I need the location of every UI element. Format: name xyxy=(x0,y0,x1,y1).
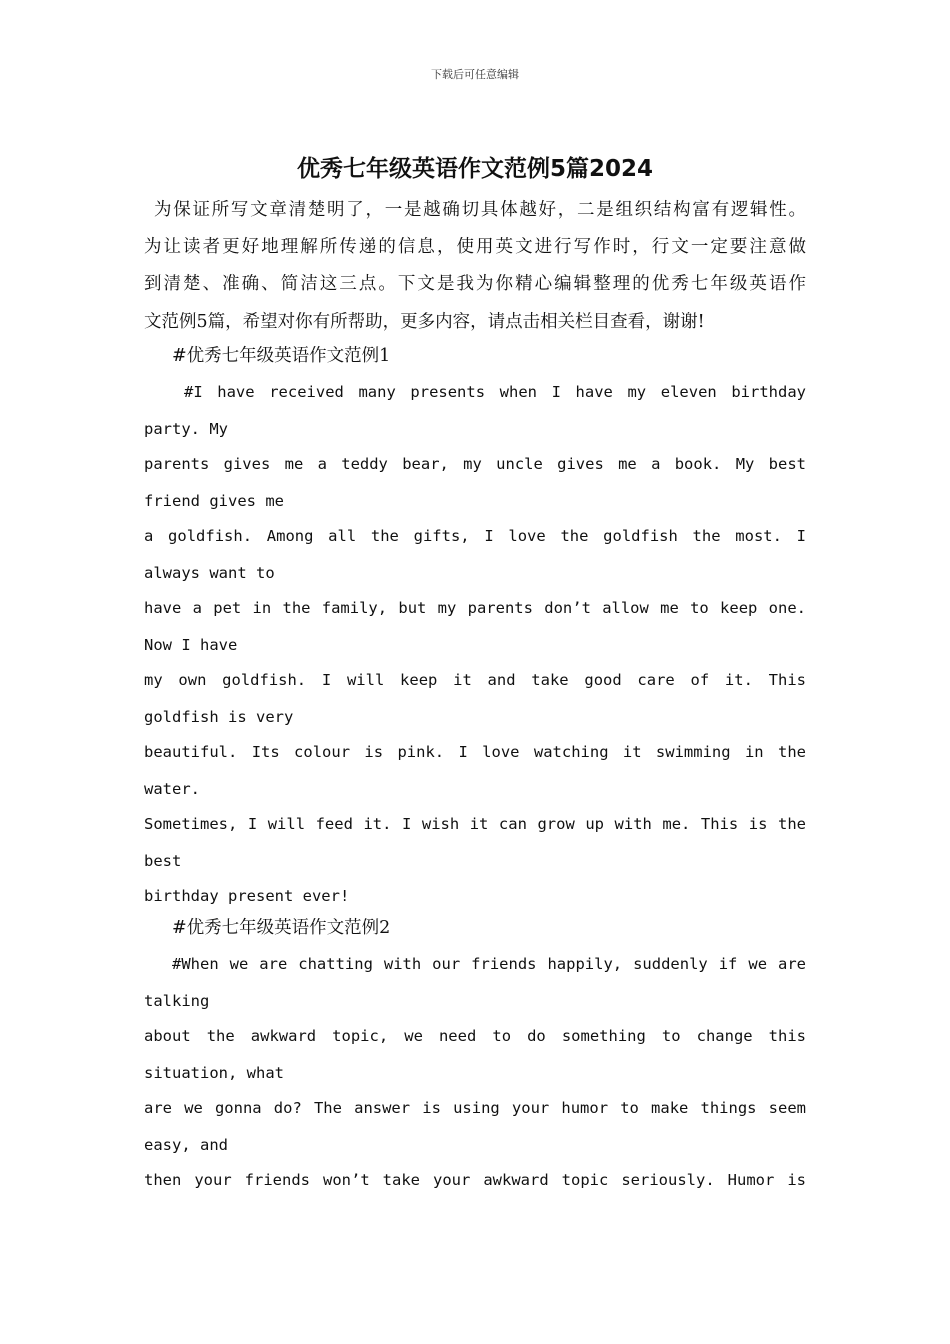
section-heading: #优秀七年级英语作文范例2 xyxy=(172,918,391,938)
essay-line: goldfish is very xyxy=(144,708,294,726)
essay-line: are we gonna do? The answer is using your humor to make things seem xyxy=(144,1099,806,1117)
section-heading: #优秀七年级英语作文范例1 xyxy=(172,346,391,366)
essay-line: talking xyxy=(144,992,210,1010)
essay-line: always want to xyxy=(144,564,275,582)
essay-line: a goldfish. Among all the gifts, I love the goldfish the most. I xyxy=(144,527,806,545)
essay-line: have a pet in the family, but my parents don’t allow me to keep one. xyxy=(144,599,806,617)
essay-line: Now I have xyxy=(144,636,238,654)
essay-line: easy, and xyxy=(144,1136,228,1154)
essay-line: about the awkward topic, we need to do something to change this xyxy=(144,1027,806,1045)
essay-line: parents gives me a teddy bear, my uncle gives me a book. My best xyxy=(144,455,806,473)
intro-line: 为保证所写文章清楚明了，一是越确切具体越好，二是组织结构富有逻辑性。 xyxy=(154,200,806,220)
essay-line: Sometimes, I will feed it. I wish it can grow up with me. This is the xyxy=(144,815,806,833)
document-title: 优秀七年级英语作文范例5篇2024 xyxy=(296,156,654,182)
page-header-note: 下载后可任意编辑 xyxy=(431,68,519,81)
essay-line: party. My xyxy=(144,420,228,438)
essay-line: then your friends won’t take your awkward topic seriously. Humor is xyxy=(144,1171,806,1189)
essay-line: #I have received many presents when I have my eleven birthday xyxy=(184,383,806,401)
intro-line: 为让读者更好地理解所传递的信息，使用英文进行写作时，行文一定要注意做 xyxy=(144,237,806,257)
essay-line: best xyxy=(144,852,182,870)
essay-line: water. xyxy=(144,780,200,798)
essay-line: #When we are chatting with our friends happily, suddenly if we are xyxy=(172,955,806,973)
essay-line: situation, what xyxy=(144,1064,284,1082)
essay-line: my own goldfish. I will keep it and take good care of it. This xyxy=(144,671,806,689)
intro-line: 文范例5篇，希望对你有所帮助，更多内容，请点击相关栏目查看，谢谢! xyxy=(144,312,705,332)
intro-line: 到清楚、准确、简洁这三点。下文是我为你精心编辑整理的优秀七年级英语作 xyxy=(144,274,806,294)
essay-line: friend gives me xyxy=(144,492,284,510)
essay-line: beautiful. Its colour is pink. I love watching it swimming in the xyxy=(144,743,806,761)
essay-line: birthday present ever! xyxy=(144,887,350,905)
